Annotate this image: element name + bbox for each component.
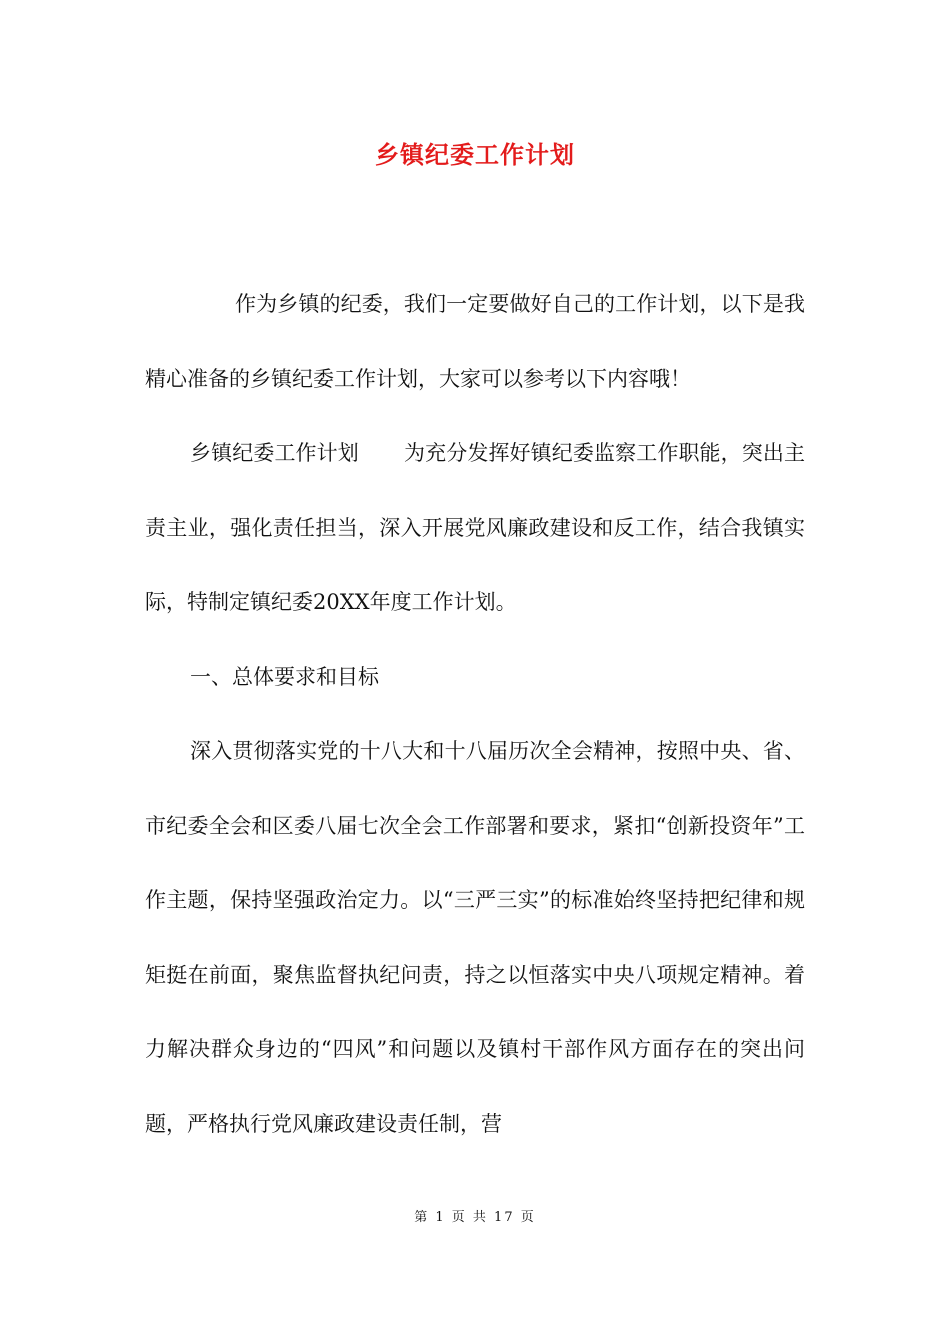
part1-heading: 一、总体要求和目标 xyxy=(190,664,379,689)
page-number-footer: 第 1 页 共 17 页 xyxy=(414,1210,536,1225)
section-lead: 为充分发挥好镇纪委监察工作职能，突出主责主业，强化责任担当，深入开展党风廉政建设和反工作，结合我镇实际，特制定镇纪委20XX年度工作计划。 xyxy=(145,441,806,614)
document-body xyxy=(145,267,805,1161)
intro-paragraph: 作为乡镇的纪委，我们一定要做好自己的工作计划，以下是我精心准备的乡镇纪委工作计划，大家可以参考以下内容哦！ xyxy=(145,292,805,391)
document-title: 乡镇纪委工作计划 xyxy=(375,140,575,169)
section-paragraph xyxy=(145,416,805,640)
section-heading: 乡镇纪委工作计划 xyxy=(190,441,359,465)
part1-paragraph: 深入贯彻落实党的十八大和十八届历次全会精神，按照中央、省、市纪委全会和区委八届七次全会工作部署和要求，紧扣“创新投资年”工作主题，保持坚强政治定力。以“三严三实”的标准始终坚持把纪律和规矩挺在前面，聚焦监督执纪问责，持之以恒落实中央八项规定精神。着力解决群众身边的“四风”和问题以及镇村干部作风方面存在的突出问题，严格执行党风廉政建设责任制，营 xyxy=(145,739,805,1136)
